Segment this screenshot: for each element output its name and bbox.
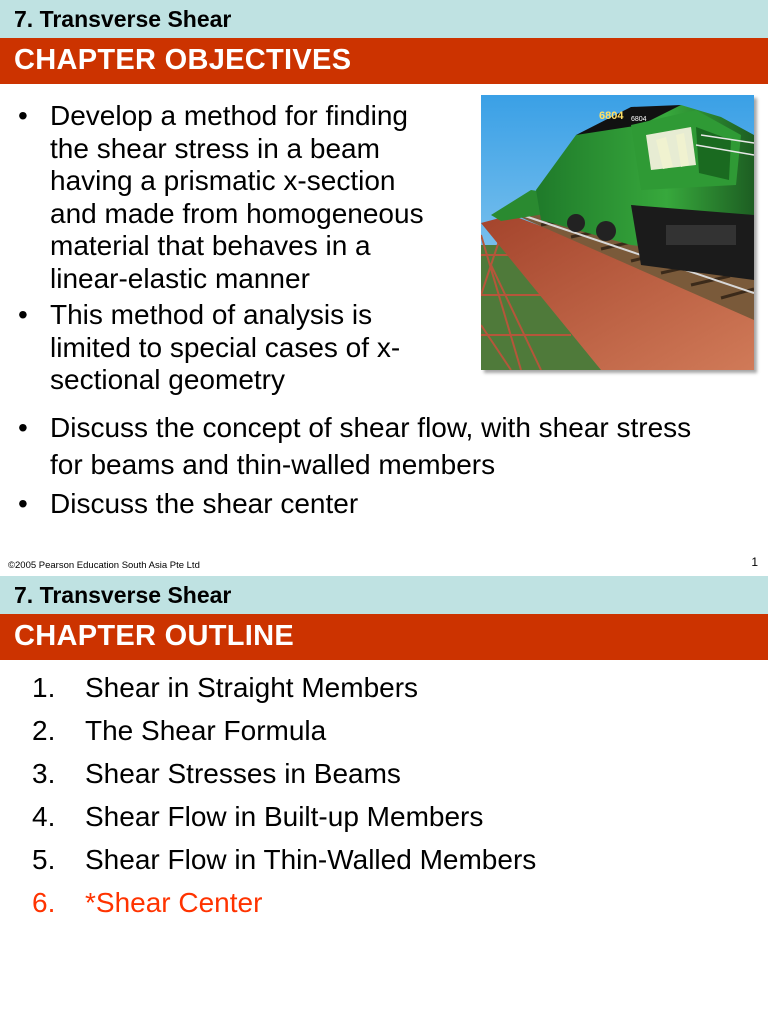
locomotive-number: 6804 bbox=[599, 110, 624, 122]
bullet-text: Discuss the shear center bbox=[50, 488, 359, 519]
outline-label: Shear Stresses in Beams bbox=[85, 758, 401, 789]
outline-label: Shear Flow in Thin-Walled Members bbox=[85, 844, 537, 875]
slide-title: 7. Transverse Shear bbox=[14, 6, 232, 32]
bullet-text: This method of analysis is limited to special cases of x- sectional geometry bbox=[50, 299, 401, 395]
heading-bar bbox=[0, 38, 768, 84]
bullet-dot: • bbox=[18, 299, 28, 330]
slide-chapter-outline bbox=[0, 576, 768, 1024]
copyright-footer: ©2005 Pearson Education South Asia Pte Ltd bbox=[8, 560, 200, 571]
outline-number: 1. bbox=[32, 672, 56, 703]
bullet-dot: • bbox=[18, 412, 28, 443]
outline-label: *Shear Center bbox=[85, 887, 263, 918]
locomotive-number-small: 6804 bbox=[631, 116, 647, 123]
outline-number: 6. bbox=[32, 887, 56, 918]
bullet-item bbox=[18, 409, 758, 489]
slide-heading: CHAPTER OBJECTIVES bbox=[14, 44, 352, 76]
bullet-dot: • bbox=[18, 100, 28, 131]
outline-label: The Shear Formula bbox=[85, 715, 327, 746]
bullet-item bbox=[18, 100, 468, 300]
page-number: 1 bbox=[751, 555, 758, 569]
slide-heading: CHAPTER OUTLINE bbox=[14, 620, 294, 652]
outline-number: 4. bbox=[32, 801, 56, 832]
bullet-text: Discuss the concept of shear flow, with shear stress for beams and thin-walled members bbox=[50, 412, 692, 480]
locomotive-bridge-photo bbox=[481, 95, 754, 370]
outline-number: 5. bbox=[32, 844, 56, 875]
bullet-dot: • bbox=[18, 488, 28, 519]
title-bar bbox=[0, 0, 768, 38]
outline-label: Shear Flow in Built-up Members bbox=[85, 801, 484, 832]
bullet-text: Develop a method for finding the shear stress in a beam having a prismatic x-section and made from homogeneous material that behaves in a linear-elastic manner bbox=[50, 100, 424, 294]
bullet-item bbox=[18, 299, 468, 399]
bullet-item bbox=[18, 488, 518, 524]
slide-title: 7. Transverse Shear bbox=[14, 582, 232, 608]
outline-number: 2. bbox=[32, 715, 56, 746]
title-bar bbox=[0, 576, 768, 614]
outline-number: 3. bbox=[32, 758, 56, 789]
heading-bar bbox=[0, 614, 768, 660]
outline-label: Shear in Straight Members bbox=[85, 672, 419, 703]
